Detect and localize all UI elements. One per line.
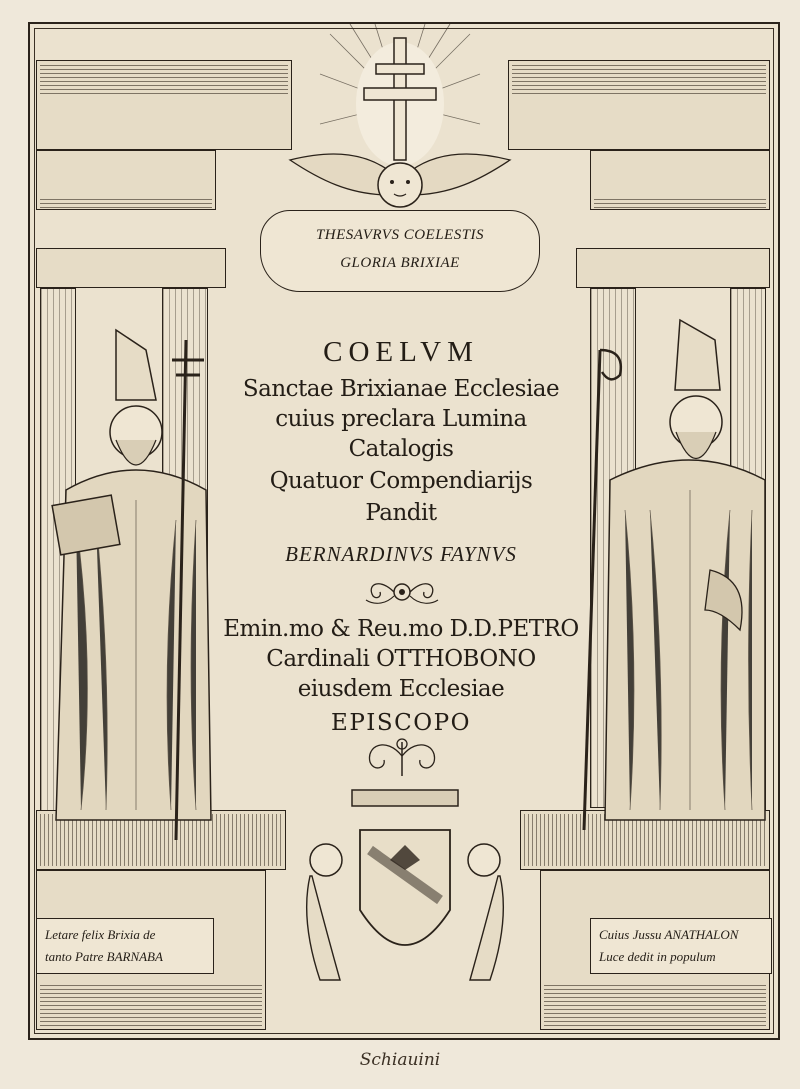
bishop-saint-left-figure [36, 320, 226, 840]
right-inscription-line-1: Cuius Jussu ANATHALON [599, 927, 739, 942]
dedication-line-3: eiusdem Ecclesiae [297, 676, 505, 702]
left-inscription-line-1: Letare felix Brixia de [45, 927, 156, 942]
title-line-5: Pandit [365, 500, 437, 526]
handwritten-signature: Schiauini [359, 1050, 441, 1070]
left-inscription-cartouche [36, 918, 214, 974]
banner-line-1: THESAVRVS COELESTIS [315, 227, 485, 243]
coat-of-arms-icon [290, 790, 520, 990]
fleuron-ornament-icon [360, 574, 444, 610]
right-base-shading [544, 982, 766, 1026]
title-heading: COELVM [323, 336, 479, 368]
bishop-saint-right-figure [580, 310, 770, 840]
title-line-2: cuius preclara Lumina [275, 406, 527, 432]
lower-floral-ornament-icon [356, 736, 448, 784]
dedication-office: EPISCOPO [331, 710, 471, 736]
dedication-line-1: Emin.mo & Reu.mo D.D.PETRO [223, 616, 579, 642]
right-capital [576, 248, 770, 288]
title-line-4: Quatuor Compendiarijs [269, 468, 533, 494]
right-inscription-line-2: Luce dedit in populum [599, 949, 716, 964]
cherub-head-icon [290, 140, 510, 220]
title-block [212, 318, 590, 758]
dedication-line-2: Cardinali OTTHOBONO [266, 646, 536, 672]
right-entablature-shading [512, 64, 766, 94]
title-line-3: Catalogis [348, 436, 454, 462]
right-inscription-cartouche [590, 918, 772, 974]
right-frieze-shading [594, 196, 766, 208]
left-base-shading [40, 982, 262, 1026]
left-inscription-line-2: tanto Patre BARNABA [45, 949, 163, 964]
title-line-1: Sanctae Brixianae Ecclesiae [242, 376, 560, 402]
banner-line-2: GLORIA BRIXIAE [340, 255, 460, 271]
left-frieze-shading [40, 196, 212, 208]
left-capital [36, 248, 226, 288]
author-name: BERNARDINVS FAYNVS [285, 542, 517, 566]
left-entablature-shading [40, 64, 288, 94]
banner-scroll [260, 210, 540, 292]
